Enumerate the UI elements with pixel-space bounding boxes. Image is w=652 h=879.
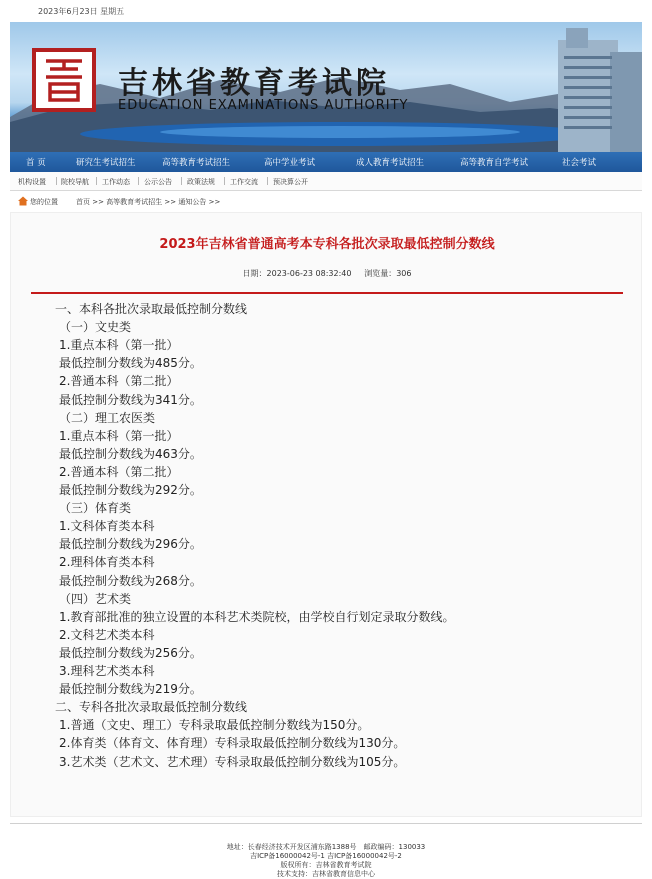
article-line: 二、专科各批次录取最低控制分数线 (55, 700, 248, 715)
title-divider (31, 292, 623, 294)
article-line: 3.理科艺术类本科 (59, 664, 155, 678)
subnav-item-budget-disclosure[interactable]: 预决算公开 (273, 178, 308, 186)
article-panel (10, 212, 642, 817)
nav-item-home[interactable]: 首 页 (26, 158, 46, 168)
article-line: 最低控制分数线为485分。 (59, 356, 202, 371)
article-line: 3.艺术类（艺术文、艺术理）专科录取最低控制分数线为105分。 (59, 754, 406, 769)
article-line: 最低控制分数线为341分。 (59, 392, 202, 407)
view-count: 306 (396, 269, 412, 278)
nav-item-adult-education[interactable]: 成人教育考试招生 (356, 158, 425, 168)
article-line: 1.重点本科（第一批） (59, 428, 179, 443)
subnav-divider: | (95, 176, 98, 185)
nav-item-higher-education[interactable]: 高等教育考试招生 (162, 158, 231, 168)
breadcrumb (10, 193, 642, 210)
breadcrumb-label: 您的位置 (30, 198, 58, 206)
article-meta (11, 268, 643, 279)
subnav-item-work-exchange[interactable]: 工作交流 (230, 178, 258, 186)
article-line: 一、本科各批次录取最低控制分数线 (55, 302, 248, 316)
nav-item-social-exams[interactable]: 社会考试 (562, 158, 597, 168)
footer (10, 823, 642, 879)
date-bar (0, 0, 652, 22)
header-banner (10, 22, 642, 152)
subnav-divider: | (55, 176, 58, 185)
subnav-divider: | (266, 176, 269, 185)
article-line: 2.普通本科（第二批） (59, 374, 179, 389)
article-line: 2.体育类（体育文、体育理）专科录取最低控制分数线为130分。 (59, 736, 406, 751)
article-line: （三）体育类 (59, 501, 132, 516)
subnav-item-announcements[interactable]: 公示公告 (144, 178, 172, 186)
article-line: 1.普通（文史、理工）专科录取最低控制分数线为150分。 (59, 718, 370, 733)
sub-nav (10, 172, 642, 191)
article-line: （二）理工农医类 (59, 410, 156, 425)
footer-divider (10, 823, 642, 824)
article-line: （四）艺术类 (59, 591, 132, 606)
article-line: 1.教育部批准的独立设置的本科艺术类院校，由学校自行划定录取分数线。 (59, 609, 455, 624)
views-label: 浏览量： (364, 269, 397, 278)
date-label: 日期： (242, 269, 267, 278)
article-line: 最低控制分数线为268分。 (59, 573, 202, 588)
article-line: 2.普通本科（第二批） (59, 464, 179, 479)
article-line: 最低控制分数线为219分。 (59, 682, 202, 697)
article-line: （一）文史类 (59, 320, 132, 335)
article-line: 最低控制分数线为292分。 (59, 483, 202, 497)
nav-item-graduate[interactable]: 研究生考试招生 (76, 158, 136, 168)
article-date: 2023-06-23 08:32:40 (266, 269, 352, 278)
article-line: 最低控制分数线为296分。 (59, 537, 202, 552)
site-title: 吉林省教育考试院 (118, 66, 390, 101)
subnav-item-college-guide[interactable]: 院校导航 (61, 178, 89, 186)
subnav-divider: | (180, 176, 183, 185)
subnav-divider: | (223, 176, 226, 185)
subnav-item-work-news[interactable]: 工作动态 (102, 178, 130, 186)
article-line: 2.理科体育类本科 (59, 555, 155, 570)
breadcrumb-path[interactable]: 首页 >> 高等教育考试招生 >> 通知公告 >> (76, 198, 221, 206)
subnav-item-policies[interactable]: 政策法规 (187, 178, 215, 186)
footer-tech-support: 技术支持：吉林省教育信息中心 (277, 870, 375, 878)
seal-logo-icon (32, 48, 96, 112)
article-line: 最低控制分数线为256分。 (59, 645, 202, 660)
subnav-item-organization[interactable]: 机构设置 (18, 178, 46, 186)
article-line: 2.文科艺术类本科 (59, 627, 155, 642)
footer-icp[interactable]: 吉ICP备16000042号-1 吉ICP备16000042号-2 (250, 852, 402, 860)
footer-copyright: 版权所有：吉林省教育考试院 (280, 861, 372, 869)
subnav-divider: | (137, 176, 140, 185)
home-icon (18, 196, 28, 206)
current-date: 2023年6月23日 星期五 (38, 7, 125, 16)
nav-item-high-school[interactable]: 高中学业考试 (264, 158, 316, 168)
article-title: 2023年吉林省普通高考本专科各批次录取最低控制分数线 (159, 237, 495, 252)
article-line: 最低控制分数线为463分。 (59, 446, 202, 461)
site-subtitle: EDUCATION EXAMINATIONS AUTHORITY (118, 98, 409, 113)
footer-address: 地址：长春经济技术开发区浦东路1388号 邮政编码：130033 (226, 843, 426, 851)
article-line: 1.重点本科（第一批） (59, 338, 179, 353)
main-nav (10, 152, 642, 172)
nav-item-self-study[interactable]: 高等教育自学考试 (460, 158, 529, 168)
article-line: 1.文科体育类本科 (59, 519, 155, 534)
